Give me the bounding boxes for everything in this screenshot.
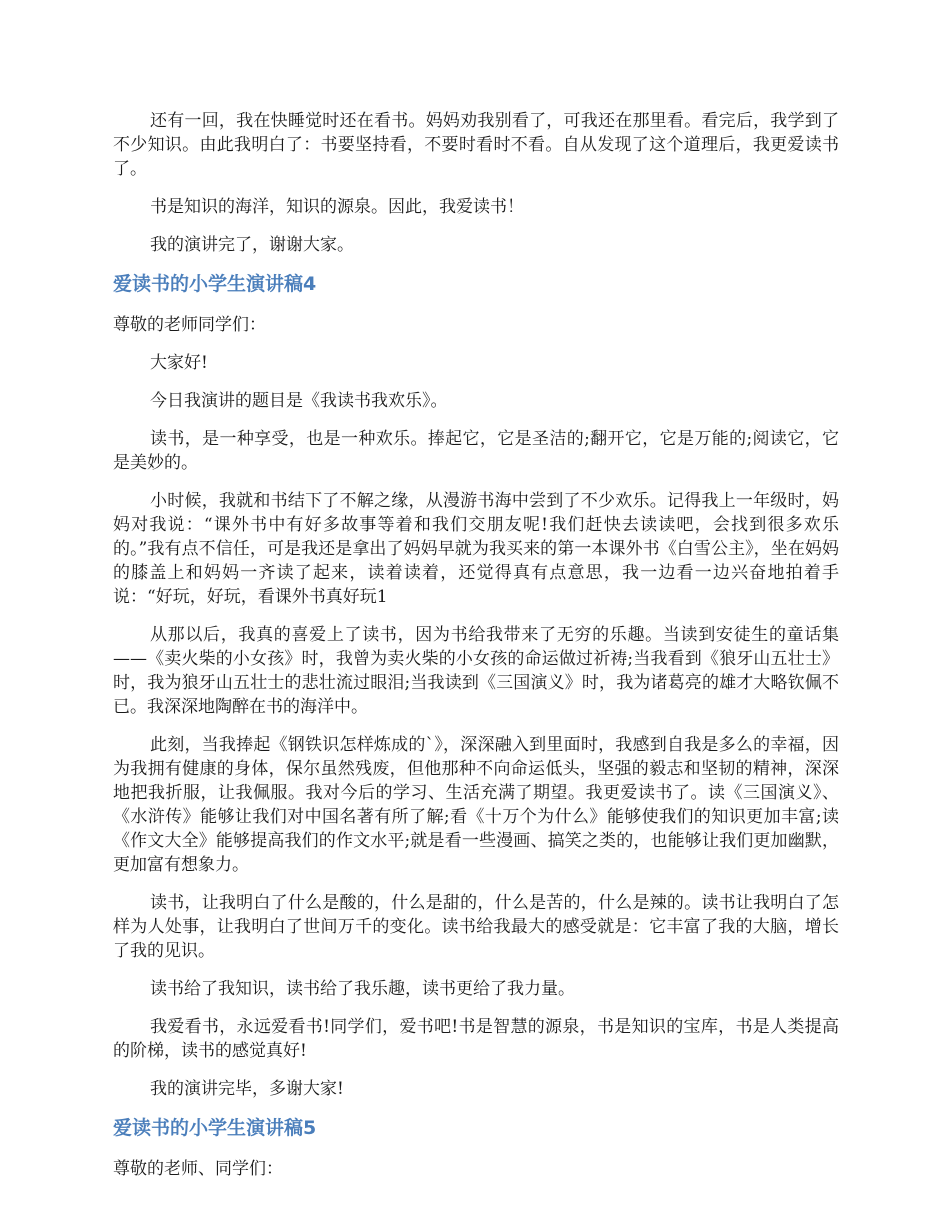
paragraph-closing: 我的演讲完毕，多谢大家! [150,1079,344,1099]
paragraph-book-ocean: 书是知识的海洋，知识的源泉。因此，我爱读书！ [150,197,524,217]
paragraph-greeting: 大家好! [150,353,208,373]
paragraph-topic: 今日我演讲的题目是《我读书我欢乐》。 [150,391,448,411]
paragraph-love-books: 我爱看书，永远爱看书!同学们，爱书吧!书是智慧的源泉，书是知识的宝库，书是人类提高的阶梯，读书的感觉真好! [113,1017,839,1061]
section-heading-4: 爱读书的小学生演讲稿4 [113,273,317,295]
paragraph-understanding: 读书，让我明白了什么是酸的，什么是甜的，什么是苦的，什么是辣的。读书让我明白了怎样为人处事，让我明白了世间万千的变化。读书给我最大的感受就是：它丰富了我的大脑，增长了我的见识。 [113,893,839,961]
paragraph-steel: 此刻，当我捧起《钢铁识怎样炼成的`》，深深融入到里面时，我感到自我是多么的幸福，因为我拥有健康的身体，保尔虽然残废，但他那种不向命运低头，坚强的毅志和坚韧的精神，深深地把我折服，让我佩服。我对今后的学习、生活充满了期望。我更爱读书了。读《三国演义》、《水浒传》能够让我们对中国名著有所了解;看《十万个为什么》能够使我们的知识更加丰富;读《作文大全》能够提高我们的作文水平;就是看一些漫画、搞笑之类的，也能够让我们更加幽默，更加富有想象力。 [113,735,839,875]
section-heading-5: 爱读书的小学生演讲稿5 [113,1117,317,1139]
salutation-5: 尊敬的老师、同学们： [113,1159,283,1179]
document-body [113,109,839,1195]
paragraph-gifts: 读书给了我知识，读书给了我乐趣，读书更给了我力量。 [150,979,575,999]
paragraph-childhood: 小时候，我就和书结下了不解之缘，从漫游书海中尝到了不少欢乐。记得我上一年级时，妈妈对我说：“课外书中有好多故事等着和我们交朋友呢!我们赶快去读读吧，会找到很多欢乐的。”我有点不信任，可是我还是拿出了妈妈早就为我买来的第一本课外书《白雪公主》，坐在妈妈的膝盖上和妈妈一齐读了起来，读着读着，还觉得真有点意思，我一边看一边兴奋地拍着手说：“好玩，好玩，看课外书真好玩1 [113,491,839,607]
paragraph-reading-joy: 读书，是一种享受，也是一种欢乐。捧起它，它是圣洁的;翻开它，它是万能的;阅读它，它是美妙的。 [113,429,839,473]
paragraph-speech-end: 我的演讲完了，谢谢大家。 [150,235,354,255]
paragraph-love-reading: 从那以后，我真的喜爱上了读书，因为书给我带来了无穷的乐趣。当读到安徒生的童话集——《卖火柴的小女孩》时，我曾为卖火柴的小女孩的命运做过祈祷;当我看到《狼牙山五壮士》时，我为狼牙山五壮士的悲壮流过眼泪;当我读到《三国演义》时，我为诸葛亮的雄才大略钦佩不已。我深深地陶醉在书的海洋中。 [113,625,839,717]
salutation: 尊敬的老师同学们： [113,315,266,335]
paragraph-bedtime-reading: 还有一回，我在快睡觉时还在看书。妈妈劝我别看了，可我还在那里看。看完后，我学到了不少知识。由此我明白了：书要坚持看，不要时看时不看。自从发现了这个道理后，我更爱读书了。 [113,111,839,179]
